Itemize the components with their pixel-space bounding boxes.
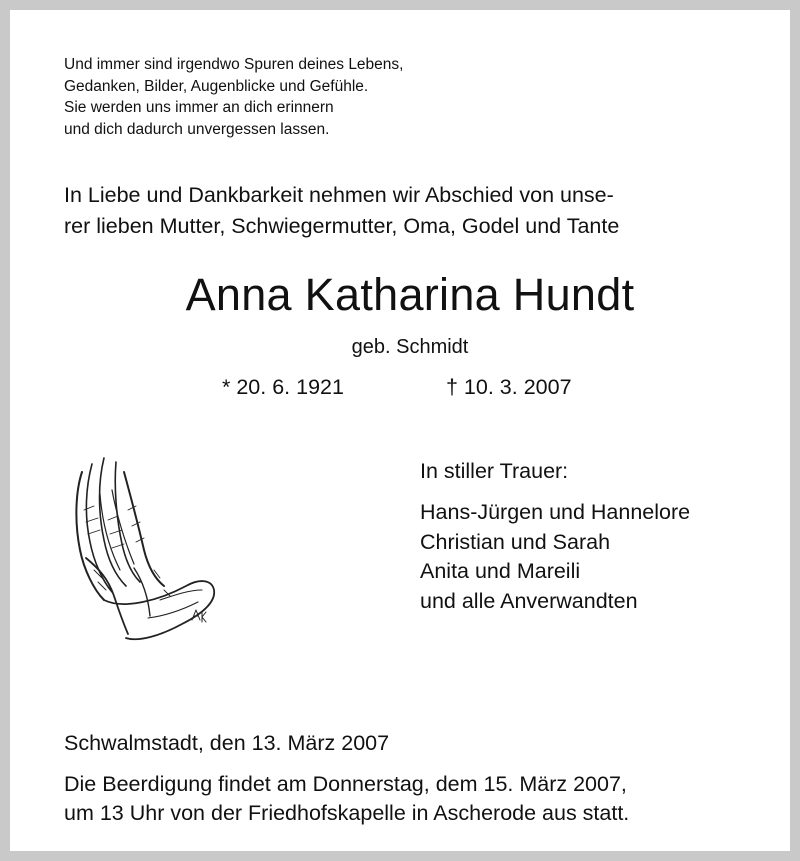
intro-line: In Liebe und Dankbarkeit nehmen wir Abschied von unse- (64, 183, 614, 207)
poem-line: Sie werden uns immer an dich erinnern (64, 99, 334, 116)
poem-verse (64, 54, 403, 140)
poem-line: und dich dadurch unvergessen lassen. (64, 120, 330, 138)
funeral-line: Die Beerdigung findet am Donnerstag, dem 15. März 2007, (64, 772, 627, 796)
mourner-name: Hans-Jürgen und Hannelore (420, 500, 691, 524)
funeral-announcement (64, 770, 629, 828)
poem-line: Gedanken, Bilder, Augenblicke und Gefühle. (64, 77, 369, 95)
death-date: † 10. 3. 2007 (446, 375, 572, 399)
birth-date: * 20. 6. 1921 (222, 375, 344, 399)
mourners-list (420, 498, 690, 616)
maiden-name: geb. Schmidt (351, 336, 469, 358)
intro-line: rer lieben Mutter, Schwiegermutter, Oma, Godel und Tante (64, 214, 620, 238)
mourner-name: und alle Anverwandten (420, 588, 638, 613)
praying-hands-icon (64, 450, 224, 650)
mourner-name: Anita und Mareili (420, 559, 581, 583)
mourning-heading: In stiller Trauer: (420, 459, 569, 483)
mourner-name: Christian und Sarah (420, 529, 611, 554)
farewell-intro (64, 180, 619, 242)
place-and-date: Schwalmstadt, den 13. März 2007 (64, 731, 390, 755)
poem-line: Und immer sind irgendwo Spuren deines Lebens, (64, 56, 404, 73)
funeral-line: um 13 Uhr von der Friedhofskapelle in Ascherode aus statt. (64, 801, 630, 825)
deceased-name: Anna Katharina Hundt (185, 269, 635, 320)
